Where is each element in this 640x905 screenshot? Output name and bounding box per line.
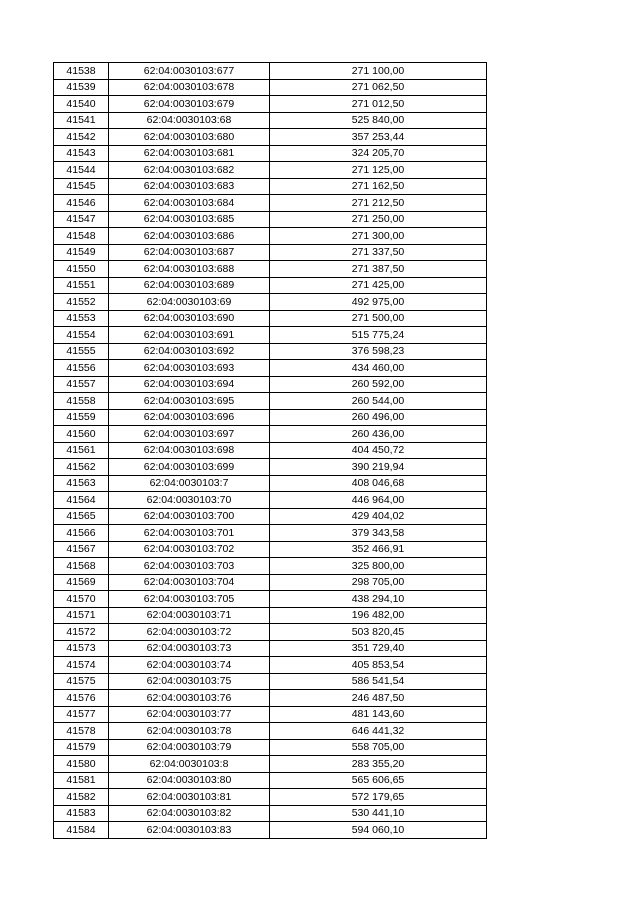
value-cell: 376 598,23	[270, 343, 487, 360]
value-cell: 503 820,45	[270, 624, 487, 641]
cadastral-number-cell: 62:04:0030103:700	[109, 508, 270, 525]
row-number-cell: 41563	[54, 475, 109, 492]
value-cell: 271 250,00	[270, 211, 487, 228]
cadastral-number-cell: 62:04:0030103:683	[109, 178, 270, 195]
row-number-cell: 41546	[54, 195, 109, 212]
value-cell: 405 853,54	[270, 657, 487, 674]
row-number-cell: 41543	[54, 145, 109, 162]
value-cell: 271 337,50	[270, 244, 487, 261]
cadastral-number-cell: 62:04:0030103:82	[109, 805, 270, 822]
value-cell: 271 100,00	[270, 63, 487, 80]
table-row	[54, 508, 487, 525]
cadastral-number-cell: 62:04:0030103:699	[109, 459, 270, 476]
value-cell: 271 212,50	[270, 195, 487, 212]
table-row	[54, 376, 487, 393]
row-number-cell: 41566	[54, 525, 109, 542]
table-row	[54, 327, 487, 344]
row-number-cell: 41568	[54, 558, 109, 575]
cadastral-number-cell: 62:04:0030103:694	[109, 376, 270, 393]
table-row	[54, 112, 487, 129]
value-cell: 260 544,00	[270, 393, 487, 410]
row-number-cell: 41545	[54, 178, 109, 195]
row-number-cell: 41541	[54, 112, 109, 129]
cadastral-number-cell: 62:04:0030103:684	[109, 195, 270, 212]
row-number-cell: 41565	[54, 508, 109, 525]
cadastral-number-cell: 62:04:0030103:689	[109, 277, 270, 294]
value-cell: 324 205,70	[270, 145, 487, 162]
row-number-cell: 41572	[54, 624, 109, 641]
table-row	[54, 261, 487, 278]
cadastral-number-cell: 62:04:0030103:705	[109, 591, 270, 608]
table-row	[54, 607, 487, 624]
row-number-cell: 41539	[54, 79, 109, 96]
cadastral-number-cell: 62:04:0030103:690	[109, 310, 270, 327]
cadastral-number-cell: 62:04:0030103:703	[109, 558, 270, 575]
table-row	[54, 673, 487, 690]
row-number-cell: 41542	[54, 129, 109, 146]
table-row	[54, 310, 487, 327]
cadastral-number-cell: 62:04:0030103:8	[109, 756, 270, 773]
cadastral-number-cell: 62:04:0030103:692	[109, 343, 270, 360]
value-cell: 271 012,50	[270, 96, 487, 113]
row-number-cell: 41581	[54, 772, 109, 789]
row-number-cell: 41554	[54, 327, 109, 344]
row-number-cell: 41551	[54, 277, 109, 294]
table-row	[54, 574, 487, 591]
table-row	[54, 591, 487, 608]
cadastral-number-cell: 62:04:0030103:697	[109, 426, 270, 443]
cadastral-number-cell: 62:04:0030103:73	[109, 640, 270, 657]
value-cell: 515 775,24	[270, 327, 487, 344]
cadastral-number-cell: 62:04:0030103:76	[109, 690, 270, 707]
table-row	[54, 393, 487, 410]
table-row	[54, 541, 487, 558]
row-number-cell: 41550	[54, 261, 109, 278]
row-number-cell: 41574	[54, 657, 109, 674]
row-number-cell: 41559	[54, 409, 109, 426]
table-row	[54, 459, 487, 476]
table-row	[54, 442, 487, 459]
cadastral-number-cell: 62:04:0030103:678	[109, 79, 270, 96]
table-row	[54, 63, 487, 80]
value-cell: 404 450,72	[270, 442, 487, 459]
table-row	[54, 228, 487, 245]
cadastral-number-cell: 62:04:0030103:70	[109, 492, 270, 509]
cadastral-number-cell: 62:04:0030103:685	[109, 211, 270, 228]
table-row	[54, 195, 487, 212]
value-cell: 196 482,00	[270, 607, 487, 624]
row-number-cell: 41555	[54, 343, 109, 360]
row-number-cell: 41547	[54, 211, 109, 228]
cadastral-number-cell: 62:04:0030103:74	[109, 657, 270, 674]
table-row	[54, 739, 487, 756]
value-cell: 260 592,00	[270, 376, 487, 393]
value-cell: 325 800,00	[270, 558, 487, 575]
row-number-cell: 41579	[54, 739, 109, 756]
cadastral-number-cell: 62:04:0030103:687	[109, 244, 270, 261]
row-number-cell: 41540	[54, 96, 109, 113]
row-number-cell: 41560	[54, 426, 109, 443]
value-cell: 352 466,91	[270, 541, 487, 558]
cadastral-number-cell: 62:04:0030103:79	[109, 739, 270, 756]
row-number-cell: 41544	[54, 162, 109, 179]
table-row	[54, 789, 487, 806]
row-number-cell: 41552	[54, 294, 109, 311]
row-number-cell: 41549	[54, 244, 109, 261]
row-number-cell: 41578	[54, 723, 109, 740]
cadastral-number-cell: 62:04:0030103:688	[109, 261, 270, 278]
row-number-cell: 41562	[54, 459, 109, 476]
value-cell: 530 441,10	[270, 805, 487, 822]
table-row	[54, 822, 487, 839]
table-row	[54, 723, 487, 740]
value-cell: 565 606,65	[270, 772, 487, 789]
cadastral-number-cell: 62:04:0030103:71	[109, 607, 270, 624]
table-row	[54, 244, 487, 261]
cadastral-number-cell: 62:04:0030103:80	[109, 772, 270, 789]
value-cell: 271 500,00	[270, 310, 487, 327]
data-table	[53, 62, 487, 839]
cadastral-number-cell: 62:04:0030103:72	[109, 624, 270, 641]
value-cell: 492 975,00	[270, 294, 487, 311]
cadastral-number-cell: 62:04:0030103:701	[109, 525, 270, 542]
row-number-cell: 41584	[54, 822, 109, 839]
value-cell: 429 404,02	[270, 508, 487, 525]
cadastral-number-cell: 62:04:0030103:677	[109, 63, 270, 80]
table-row	[54, 145, 487, 162]
row-number-cell: 41538	[54, 63, 109, 80]
cadastral-number-cell: 62:04:0030103:702	[109, 541, 270, 558]
value-cell: 446 964,00	[270, 492, 487, 509]
row-number-cell: 41556	[54, 360, 109, 377]
cadastral-number-cell: 62:04:0030103:695	[109, 393, 270, 410]
value-cell: 298 705,00	[270, 574, 487, 591]
cadastral-number-cell: 62:04:0030103:77	[109, 706, 270, 723]
row-number-cell: 41561	[54, 442, 109, 459]
table-row	[54, 492, 487, 509]
table-row	[54, 129, 487, 146]
cadastral-number-cell: 62:04:0030103:81	[109, 789, 270, 806]
cadastral-number-cell: 62:04:0030103:682	[109, 162, 270, 179]
value-cell: 271 125,00	[270, 162, 487, 179]
row-number-cell: 41576	[54, 690, 109, 707]
value-cell: 438 294,10	[270, 591, 487, 608]
table-row	[54, 426, 487, 443]
cadastral-number-cell: 62:04:0030103:679	[109, 96, 270, 113]
value-cell: 646 441,32	[270, 723, 487, 740]
row-number-cell: 41583	[54, 805, 109, 822]
value-cell: 271 300,00	[270, 228, 487, 245]
cadastral-number-cell: 62:04:0030103:680	[109, 129, 270, 146]
value-cell: 283 355,20	[270, 756, 487, 773]
table-row	[54, 178, 487, 195]
table-row	[54, 475, 487, 492]
value-cell: 271 387,50	[270, 261, 487, 278]
cadastral-number-cell: 62:04:0030103:69	[109, 294, 270, 311]
table-row	[54, 805, 487, 822]
cadastral-number-cell: 62:04:0030103:691	[109, 327, 270, 344]
row-number-cell: 41553	[54, 310, 109, 327]
cadastral-number-cell: 62:04:0030103:78	[109, 723, 270, 740]
value-cell: 271 425,00	[270, 277, 487, 294]
value-cell: 594 060,10	[270, 822, 487, 839]
table-row	[54, 162, 487, 179]
table-row	[54, 772, 487, 789]
cadastral-number-cell: 62:04:0030103:68	[109, 112, 270, 129]
cadastral-number-cell: 62:04:0030103:681	[109, 145, 270, 162]
cadastral-number-cell: 62:04:0030103:686	[109, 228, 270, 245]
value-cell: 246 487,50	[270, 690, 487, 707]
row-number-cell: 41557	[54, 376, 109, 393]
cadastral-number-cell: 62:04:0030103:7	[109, 475, 270, 492]
row-number-cell: 41575	[54, 673, 109, 690]
table-row	[54, 624, 487, 641]
value-cell: 379 343,58	[270, 525, 487, 542]
row-number-cell: 41548	[54, 228, 109, 245]
value-cell: 260 496,00	[270, 409, 487, 426]
row-number-cell: 41577	[54, 706, 109, 723]
table-row	[54, 690, 487, 707]
table-row	[54, 640, 487, 657]
value-cell: 271 062,50	[270, 79, 487, 96]
cadastral-number-cell: 62:04:0030103:696	[109, 409, 270, 426]
row-number-cell: 41564	[54, 492, 109, 509]
table-row	[54, 79, 487, 96]
cadastral-number-cell: 62:04:0030103:75	[109, 673, 270, 690]
row-number-cell: 41570	[54, 591, 109, 608]
table-row	[54, 706, 487, 723]
row-number-cell: 41573	[54, 640, 109, 657]
cadastral-number-cell: 62:04:0030103:704	[109, 574, 270, 591]
value-cell: 586 541,54	[270, 673, 487, 690]
value-cell: 434 460,00	[270, 360, 487, 377]
table-row	[54, 756, 487, 773]
value-cell: 481 143,60	[270, 706, 487, 723]
table-row	[54, 558, 487, 575]
table-row	[54, 277, 487, 294]
table-body	[54, 63, 487, 839]
row-number-cell: 41558	[54, 393, 109, 410]
table-row	[54, 409, 487, 426]
table-row	[54, 343, 487, 360]
table-row	[54, 360, 487, 377]
value-cell: 558 705,00	[270, 739, 487, 756]
value-cell: 525 840,00	[270, 112, 487, 129]
cadastral-number-cell: 62:04:0030103:693	[109, 360, 270, 377]
cadastral-number-cell: 62:04:0030103:698	[109, 442, 270, 459]
row-number-cell: 41571	[54, 607, 109, 624]
row-number-cell: 41567	[54, 541, 109, 558]
value-cell: 390 219,94	[270, 459, 487, 476]
row-number-cell: 41582	[54, 789, 109, 806]
table-row	[54, 294, 487, 311]
value-cell: 408 046,68	[270, 475, 487, 492]
row-number-cell: 41580	[54, 756, 109, 773]
value-cell: 271 162,50	[270, 178, 487, 195]
cadastral-number-cell: 62:04:0030103:83	[109, 822, 270, 839]
row-number-cell: 41569	[54, 574, 109, 591]
table-row	[54, 96, 487, 113]
value-cell: 357 253,44	[270, 129, 487, 146]
table-row	[54, 657, 487, 674]
table-row	[54, 211, 487, 228]
value-cell: 260 436,00	[270, 426, 487, 443]
table-row	[54, 525, 487, 542]
value-cell: 351 729,40	[270, 640, 487, 657]
value-cell: 572 179,65	[270, 789, 487, 806]
